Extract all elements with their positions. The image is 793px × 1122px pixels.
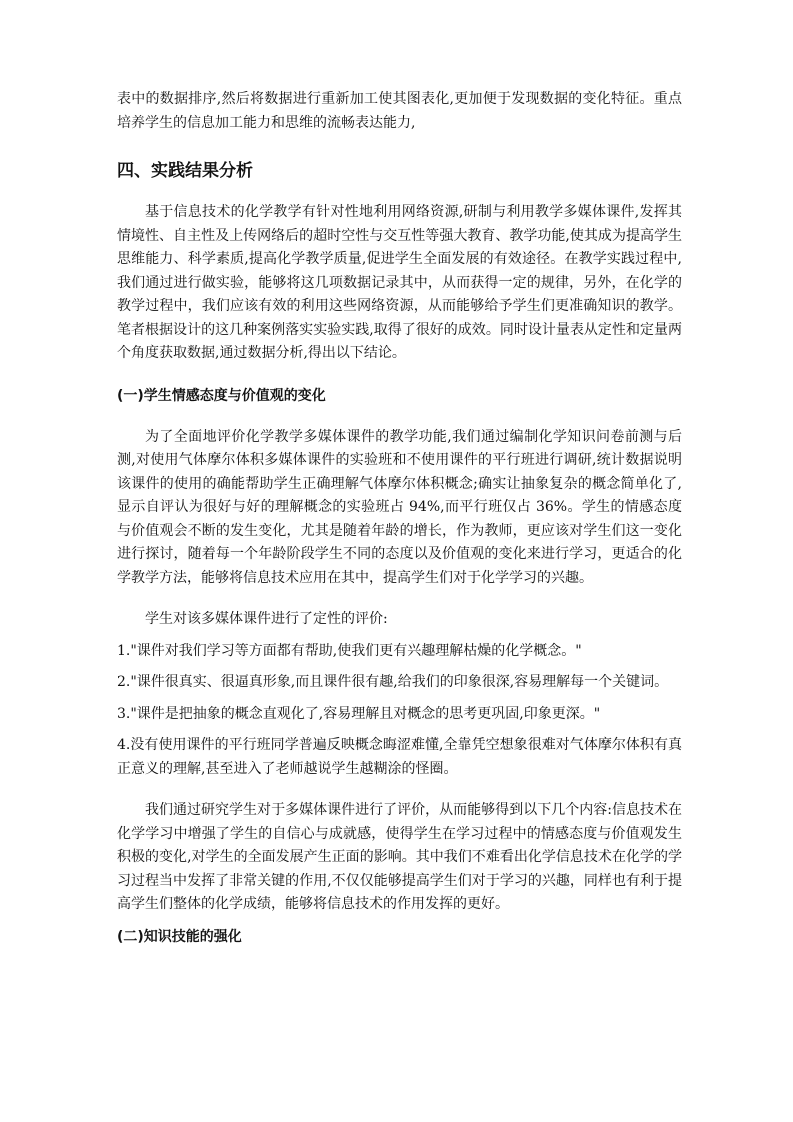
subsection-heading-2: (二)知识技能的强化	[117, 928, 242, 945]
section-heading-4: 四、实践结果分析	[117, 161, 253, 181]
document-page	[117, 88, 682, 949]
intro-paragraph: 表中的数据排序,然后将数据进行重新加工使其图表化,更加便于发现数据的变化特征。重点培养学生的信息加工能力和思维的流畅表达能力,	[117, 91, 682, 131]
subsection1-paragraph-2: 学生对该多媒体课件进行了定性的评价:	[145, 611, 388, 627]
list-item-3: 3."课件是把抽象的概念直观化了,容易理解且对概念的思考更巩固,印象更深。"	[117, 705, 601, 722]
subsection1-paragraph-3: 我们通过研究学生对于多媒体课件进行了评价，从而能够得到以下几个内容:信息技术在化学学习中增强了学生的自信心与成就感，使得学生在学习过程中的情感态度与价值观发生积极的变化,对学生的全面发展产生正面的影响。其中我们不难看出化学信息技术在化学的学习过程当中发挥了非常关键的作用,不仅仅能够提高学生们对于学习的兴趣，同样也有利于提高学生们整体的化学成绩，能够将信息技术的作用发挥的更好。	[117, 802, 682, 912]
subsection1-paragraph-1: 为了全面地评价化学教学多媒体课件的教学功能,我们通过编制化学知识问卷前测与后测,对使用气体摩尔体积多媒体课件的实验班和不使用课件的平行班进行调研,统计数据说明该课件的使用的确能帮助学生正确理解气体摩尔体积概念;确实让抽象复杂的概念简单化了,显示自评认为很好与好的理解概念的实验班占 94%,而平行班仅占 36%。学生的情感态度与价值观会不断的发生变化，尤其是随着年龄的增长，作为教师，更应该对学生们这一变化进行探讨，随着每一个年龄阶段学生不同的态度以及价值观的变化来进行学习，更适合的化学教学方法，能够将信息技术应用在其中，提高学生们对于化学学习的兴趣。	[117, 428, 682, 586]
subsection-heading-1: (一)学生情感态度与价值观的变化	[117, 387, 326, 404]
list-item-2: 2."课件很真实、很逼真形象,而且课件很有趣,给我们的印象很深,容易理解每一个关键词。	[117, 674, 669, 690]
section4-paragraph: 基于信息技术的化学教学有针对性地利用网络资源,研制与利用教学多媒体课件,发挥其情境性、自主性及上传网络后的超时空性与交互性等强大教育、教学功能,使其成为提高学生思维能力、科学素质,提高化学教学质量,促进学生全面发展的有效途径。在教学实践过程中,我们通过进行做实验，能够将这几项数据记录其中，从而获得一定的规律，另外，在化学的教学过程中，我们应该有效的利用这些网络资源，从而能够给予学生们更准确知识的教学。笔者根据设计的这几种案例落实实验实践,取得了很好的成效。同时设计量表从定性和定量两个角度获取数据,通过数据分析,得出以下结论。	[117, 204, 682, 361]
list-item-4: 4.没有使用课件的平行班同学普遍反映概念晦涩难懂,全靠凭空想象很难对气体摩尔体积有真正意义的理解,甚至进入了老师越说学生越糊涂的怪圈。	[117, 737, 682, 777]
list-item-1: 1."课件对我们学习等方面都有帮助,使我们更有兴趣理解枯燥的化学概念。"	[117, 642, 582, 659]
